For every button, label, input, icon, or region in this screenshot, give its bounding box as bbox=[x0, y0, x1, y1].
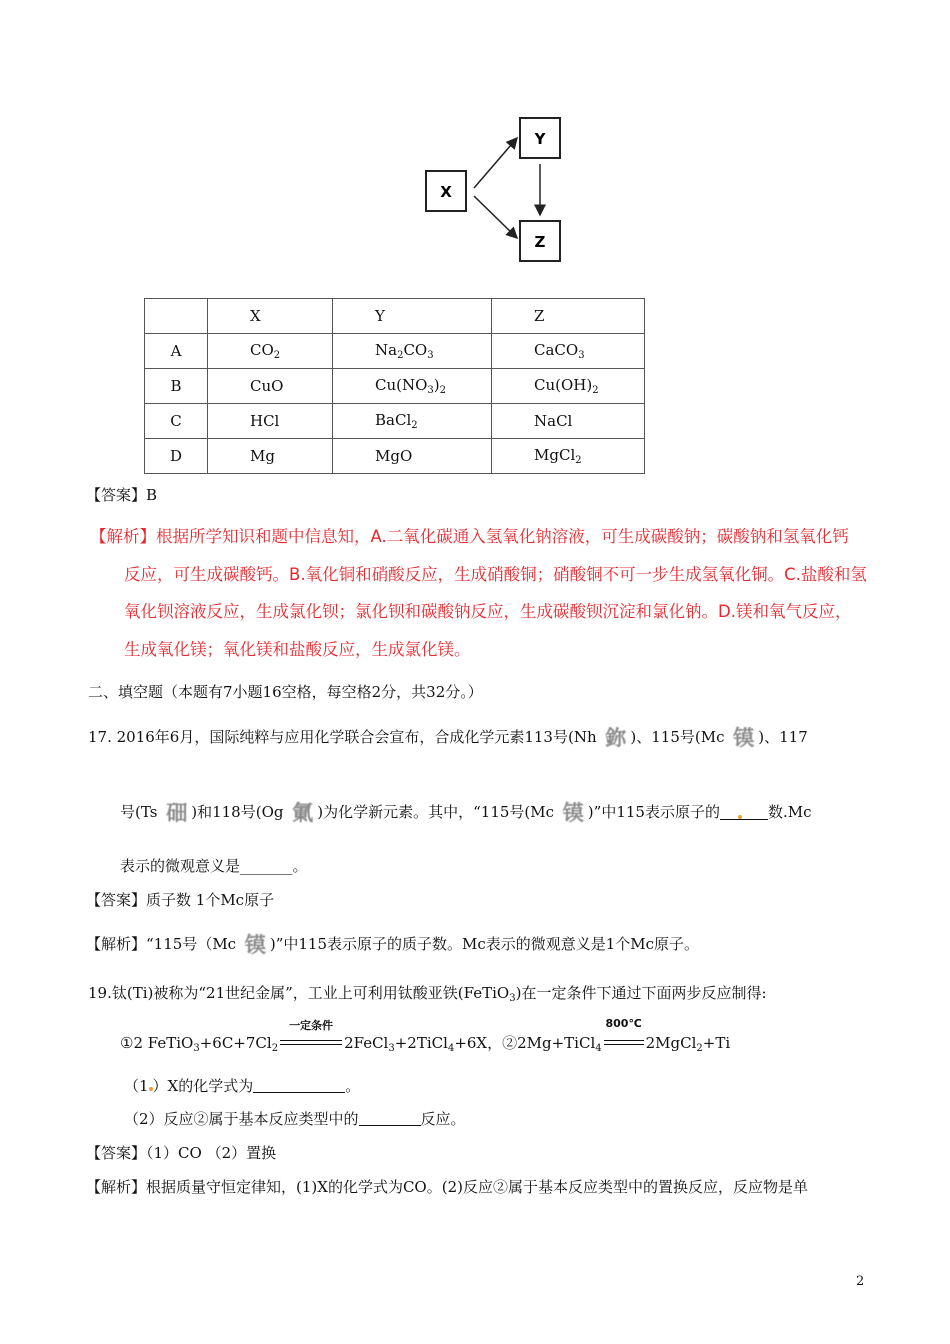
reaction-diagram bbox=[420, 110, 570, 270]
element-glyph-mc: 镆 bbox=[244, 932, 266, 957]
answer-blank bbox=[359, 1111, 421, 1126]
header-cell: Z bbox=[492, 299, 645, 334]
option-label: D bbox=[145, 439, 208, 474]
node-x-label: X bbox=[440, 183, 452, 201]
cell-y: MgO bbox=[333, 439, 492, 474]
cell-y: $Na_2CO_3$ bbox=[333, 334, 492, 369]
header-cell: X bbox=[208, 299, 333, 334]
cell-x: HCl bbox=[208, 404, 333, 439]
cell-y: $Cu(NO_3)_2$ bbox=[333, 369, 492, 404]
element-glyph-mc: 镆 bbox=[562, 800, 584, 825]
element-glyph-og: 氭 bbox=[292, 800, 314, 825]
page-number: 2 bbox=[856, 1274, 865, 1289]
q16-analysis-line-1: 【解析】根据所学知识和题中信息知，A.二氧化碳通入氢氧化钠溶液，可生成碳酸钠；碳酸钠和氢氧化钙 bbox=[90, 527, 849, 546]
cell-z: CaCO$_3$ bbox=[492, 334, 645, 369]
option-label: A bbox=[145, 334, 208, 369]
q17-answer: 【答案】质子数 1个Mc原子 bbox=[86, 891, 275, 909]
q19-analysis: 【解析】根据质量守恒定律知，(1)X的化学式为CO。(2)反应②属于基本反应类型中的置换反应，反应物是单 bbox=[86, 1178, 808, 1196]
q17-analysis: 【解析】“115号（Mc 镆 )”中115表示原子的质子数。Mc表示的微观意义是1个Mc原子。 bbox=[86, 929, 699, 959]
table-header-row bbox=[145, 299, 645, 334]
q19-answer: 【答案】（1）CO （2）置换 bbox=[86, 1144, 277, 1162]
answer-blank bbox=[720, 805, 768, 820]
table-row bbox=[145, 334, 645, 369]
q16-answer: 【答案】B bbox=[86, 486, 158, 504]
node-z-label: Z bbox=[534, 233, 546, 251]
arrow-x-z bbox=[474, 196, 517, 238]
q19-equations: ①2 $FeTiO_3+6C+7Cl_2$ 一定条件 2FeCl$_3$+2TiCl$_4$+6X，②2Mg+TiCl$_4$ 800℃ 2MgCl$_2$+Ti bbox=[120, 1017, 731, 1054]
element-glyph-nh: 鉨 bbox=[605, 725, 627, 750]
q19-line-1: 19.钛(Ti)被称为“21世纪金属”，工业上可利用钛酸亚铁(FeTiO$_3$)在一定条件下通过下面两步反应制得: bbox=[88, 984, 767, 1004]
reaction-condition-1: 一定条件 bbox=[280, 1030, 342, 1050]
q17-line-2: 号(Ts 鿬 )和118号(Og 氭 )为化学新元素。其中，“115号(Mc 镆 )”中115表示原子的 数.Mc bbox=[120, 797, 811, 827]
element-glyph-ts: 鿬 bbox=[166, 800, 188, 825]
q16-analysis-line-3: 氧化钡溶液反应，生成氯化钡；氯化钡和碳酸钠反应，生成碳酸钡沉淀和氯化钠。D.镁和氧气反应， bbox=[124, 602, 852, 621]
q17-line-3: 表示的微观意义是_______。 bbox=[120, 857, 308, 875]
section-heading: 二、填空题（本题有7小题16空格，每空格2分，共32分。） bbox=[88, 683, 483, 701]
options-table bbox=[144, 298, 645, 474]
option-label: B bbox=[145, 369, 208, 404]
table-row bbox=[145, 439, 645, 474]
table-row bbox=[145, 369, 645, 404]
q17-line-1: 17. 2016年6月，国际纯粹与应用化学联合会宣布，合成化学元素113号(Nh 鉨 )、115号(Mc 镆 )、117 bbox=[88, 722, 808, 752]
cell-x: CuO bbox=[208, 369, 333, 404]
q19-part-1: （1 ）X的化学式为 。 bbox=[124, 1077, 361, 1095]
element-glyph-mc: 镆 bbox=[733, 725, 755, 750]
arrow-x-y bbox=[474, 138, 517, 188]
option-label: C bbox=[145, 404, 208, 439]
answer-blank bbox=[253, 1078, 345, 1093]
cell-z: NaCl bbox=[492, 404, 645, 439]
cell-x: $CO_2$ bbox=[208, 334, 333, 369]
q16-analysis-line-4: 生成氧化镁；氧化镁和盐酸反应，生成氯化镁。 bbox=[124, 640, 471, 659]
header-cell bbox=[145, 299, 208, 334]
q19-part-2: （2）反应②属于基本反应类型中的 反应。 bbox=[124, 1110, 466, 1128]
header-cell: Y bbox=[333, 299, 492, 334]
cell-y: BaCl$_2$ bbox=[333, 404, 492, 439]
table-row bbox=[145, 404, 645, 439]
cell-z: $Cu(OH)_2$ bbox=[492, 369, 645, 404]
node-y-label: Y bbox=[534, 130, 546, 148]
cell-z: MgCl$_2$ bbox=[492, 439, 645, 474]
cell-x: Mg bbox=[208, 439, 333, 474]
reaction-condition-2: 800℃ bbox=[604, 1030, 644, 1050]
q16-analysis-line-2: 反应，可生成碳酸钙。B.氧化铜和硝酸反应，生成硝酸铜；硝酸铜不可一步生成氢氧化铜。C.盐酸和氢 bbox=[124, 565, 867, 584]
